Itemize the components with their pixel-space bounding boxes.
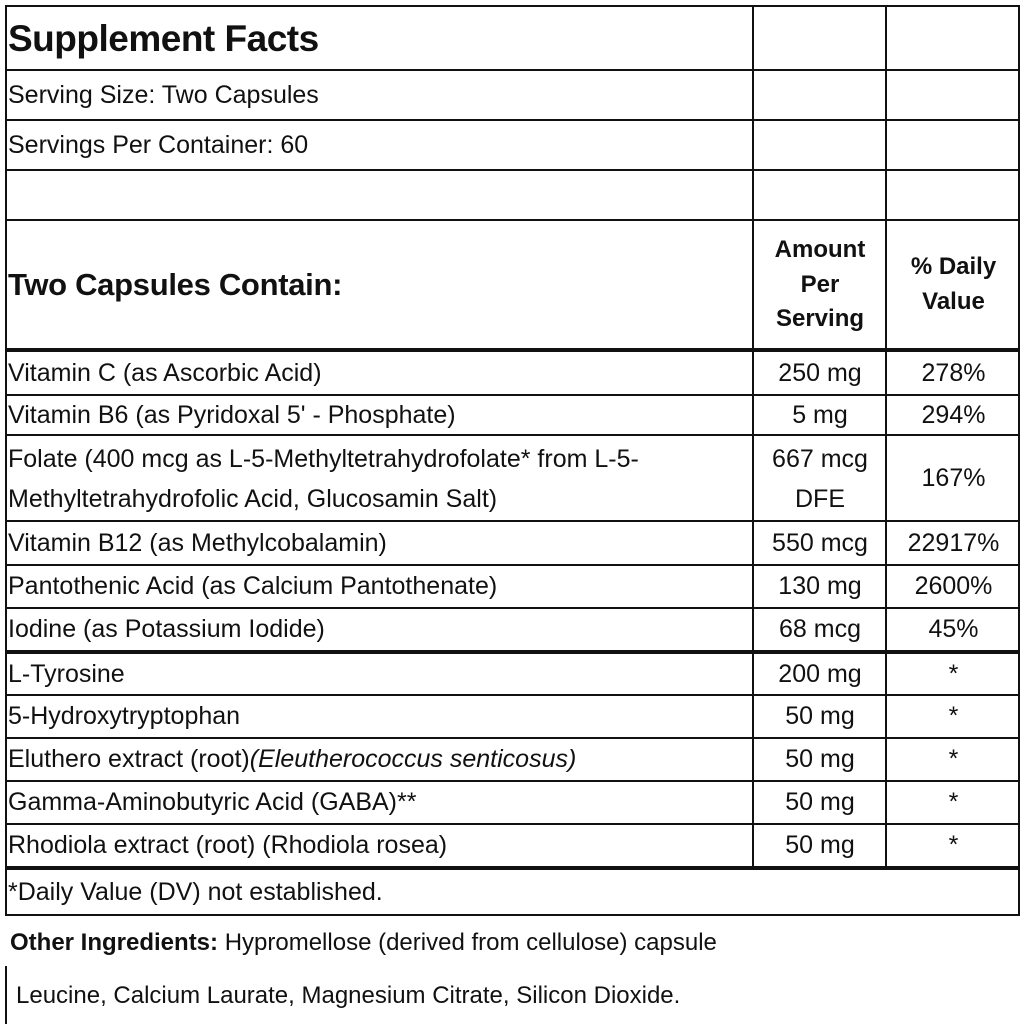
eluthero-plain-text: Eluthero extract (root) <box>8 745 250 774</box>
two-capsules-contain-heading: Two Capsules Contain: <box>8 267 343 303</box>
other-ingredients-line-1 <box>10 929 717 957</box>
nutrient-amount-eluthero: 50 mg <box>785 745 855 774</box>
nutrient-dv-folate: 167% <box>921 464 986 493</box>
other-ingredients-line-2: Leucine, Calcium Laurate, Magnesium Citrate, Silicon Dioxide. <box>16 982 681 1009</box>
nutrient-amount-5-htp: 50 mg <box>785 702 855 731</box>
thick-line-bottom <box>5 866 1020 870</box>
nutrient-name-vitamin-b12: Vitamin B12 (as Methylcobalamin) <box>8 528 387 557</box>
nutrient-amount-vitamin-c: 250 mg <box>778 359 862 388</box>
nutrient-dv-5-htp: * <box>948 702 959 731</box>
daily-value-header: % Daily Value <box>910 253 997 315</box>
nutrient-name-pantothenic-acid: Pantothenic Acid (as Calcium Pantothenate) <box>8 572 498 601</box>
row-line-4 <box>5 219 1020 221</box>
nutrient-name-vitamin-b6: Vitamin B6 (as Pyridoxal 5' - Phosphate) <box>8 400 456 429</box>
nutrient-name-5-htp: 5-Hydroxytryptophan <box>8 702 241 731</box>
nutrient-amount-folate: 667 mcg DFE <box>772 444 868 513</box>
nutrient-dv-pantothenic-acid: 2600% <box>914 572 993 601</box>
servings-per-container-text: Servings Per Container: 60 <box>8 131 309 160</box>
nutrient-name-l-tyrosine: L-Tyrosine <box>8 660 125 689</box>
nutrient-dv-vitamin-c: 278% <box>921 359 986 388</box>
nutrient-dv-l-tyrosine: * <box>948 660 959 689</box>
nutrient-name-eluthero <box>8 739 748 780</box>
footnote-bottom-line <box>5 914 1020 916</box>
nutrient-amount-iodine: 68 mcg <box>779 615 861 644</box>
lower-left-mark <box>5 966 7 1024</box>
nutrient-dv-vitamin-b12: 22917% <box>907 528 1000 557</box>
nutrient-amount-l-tyrosine: 200 mg <box>778 660 862 689</box>
thick-line-nutrients-top <box>5 348 1020 352</box>
supplement-facts-title: Supplement Facts <box>8 17 319 59</box>
amount-per-serving-header: Amount Per Serving <box>774 235 866 333</box>
serving-size-text: Serving Size: Two Capsules <box>8 81 319 110</box>
nutrient-amount-rhodiola: 50 mg <box>785 831 855 860</box>
nutrient-dv-rhodiola: * <box>948 831 959 860</box>
nutrient-amount-vitamin-b12: 550 mcg <box>772 528 868 557</box>
nutrient-dv-iodine: 45% <box>928 615 979 644</box>
daily-value-footnote: *Daily Value (DV) not established. <box>8 878 383 907</box>
nutrient-dv-eluthero: * <box>948 745 959 774</box>
nutrient-amount-vitamin-b6: 5 mg <box>792 400 848 429</box>
outer-left-border <box>5 5 7 915</box>
nutrient-name-vitamin-c: Vitamin C (as Ascorbic Acid) <box>8 359 322 388</box>
eluthero-italic-text: (Eleutherococcus senticosus) <box>249 745 577 774</box>
row-line-3 <box>5 169 1020 171</box>
nutrient-name-gaba: Gamma-Aminobutyric Acid (GABA)** <box>8 788 417 817</box>
row-line-1 <box>5 69 1020 71</box>
nutrient-name-rhodiola: Rhodiola extract (root) (Rhodiola rosea) <box>8 831 448 860</box>
row-line-2 <box>5 119 1020 121</box>
nutrient-dv-vitamin-b6: 294% <box>921 400 986 429</box>
nutrient-amount-gaba: 50 mg <box>785 788 855 817</box>
nutrient-dv-gaba: * <box>948 788 959 817</box>
nutrient-amount-pantothenic-acid: 130 mg <box>778 572 862 601</box>
row-line-6 <box>5 434 1020 436</box>
nutrient-name-iodine: Iodine (as Potassium Iodide) <box>8 615 325 644</box>
other-ingredients-text-1: Hypromellose (derived from cellulose) capsule <box>218 929 717 956</box>
nutrient-name-folate: Folate (400 mcg as L-5-Methyltetrahydrofolate* from L-5-Methyltetrahydrofolic Acid, Glucosamin Salt) <box>8 444 639 513</box>
outer-top-border <box>5 5 1020 7</box>
thick-line-middle <box>5 650 1020 654</box>
other-ingredients-label: Other Ingredients: <box>10 929 219 956</box>
